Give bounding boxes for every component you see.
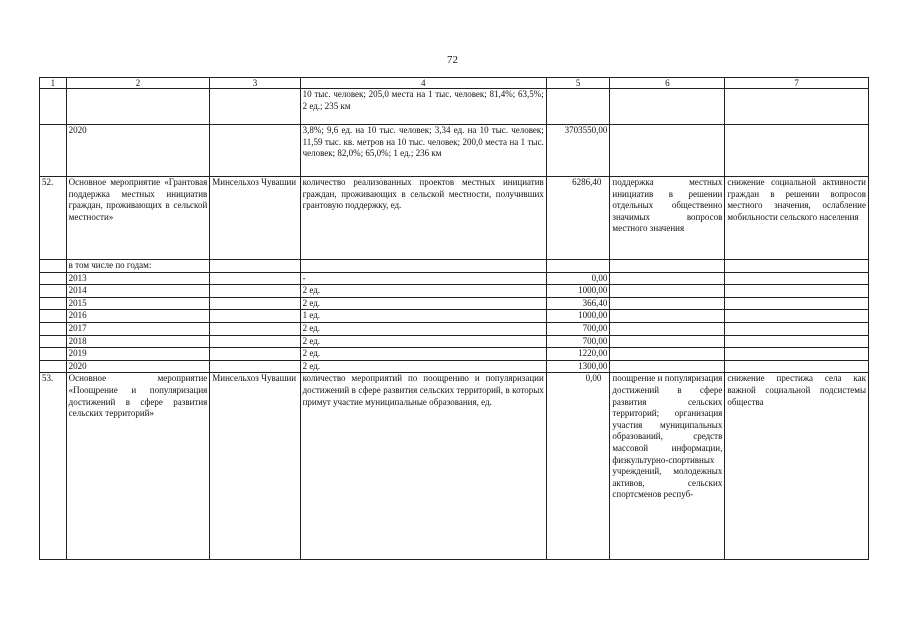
indicator-cell: 2 ед. (300, 335, 546, 348)
column-number: 3 (210, 78, 300, 89)
result-cell: поддержка местных инициатив в решении отдельных общественно значимых вопросов местного значения (610, 177, 725, 260)
indicator-cell: количество реализованных проектов местных инициатив граждан, проживающих в сельской местности, получивших грантовую поддержку, ед. (300, 177, 546, 260)
amount-cell: 1000,00 (546, 310, 610, 323)
indicator-cell: - (300, 272, 546, 285)
consequence-cell: снижение престижа села как важной социальной подсистемы общества (725, 373, 869, 560)
executor-cell: Минсельхоз Чувашии (210, 373, 300, 560)
program-table (39, 77, 869, 560)
table-row (40, 260, 869, 273)
table-row (40, 177, 869, 260)
indicator-cell: 3,8%; 9,6 ед. на 10 тыс. человек; 3,34 ед. на 10 тыс. человек; 11,59 тыс. кв. метров на 10 тыс. человек; 200,0 места на 1 тыс. человек; 82,0%; 65,0%; 1 ед.; 236 км (300, 125, 546, 177)
table-row (40, 89, 869, 125)
table-row (40, 360, 869, 373)
amount-cell: 1000,00 (546, 285, 610, 298)
column-number-row (40, 78, 869, 89)
column-number: 6 (610, 78, 725, 89)
by-years-label: в том числе по годам: (66, 260, 210, 273)
measure-name: Основное мероприятие «Поощрение и популяризация достижений в сфере развития сельских территорий» (66, 373, 210, 560)
indicator-cell: 2 ед. (300, 297, 546, 310)
amount-cell: 700,00 (546, 335, 610, 348)
indicator-cell: 2 ед. (300, 360, 546, 373)
year-cell: 2015 (66, 297, 210, 310)
amount-cell: 6286,40 (546, 177, 610, 260)
column-number: 2 (66, 78, 210, 89)
year-cell: 2019 (66, 348, 210, 361)
amount-cell: 0,00 (546, 272, 610, 285)
amount-cell: 3703550,00 (546, 125, 610, 177)
column-number: 5 (546, 78, 610, 89)
amount-cell: 1300,00 (546, 360, 610, 373)
table-row (40, 373, 869, 560)
item-number: 53. (40, 373, 67, 560)
item-number: 52. (40, 177, 67, 260)
year-cell: 2020 (66, 125, 210, 177)
amount-cell: 1220,00 (546, 348, 610, 361)
measure-name: Основное мероприятие «Грантовая поддержка местных инициатив граждан, проживающих в сельской местности» (66, 177, 210, 260)
table-row (40, 322, 869, 335)
amount-cell: 0,00 (546, 373, 610, 560)
year-cell: 2014 (66, 285, 210, 298)
table-row (40, 297, 869, 310)
table-row (40, 125, 869, 177)
table-row (40, 285, 869, 298)
year-cell: 2020 (66, 360, 210, 373)
executor-cell: Минсельхоз Чувашии (210, 177, 300, 260)
column-number: 7 (725, 78, 869, 89)
amount-cell: 366,40 (546, 297, 610, 310)
year-cell: 2016 (66, 310, 210, 323)
page-number: 72 (447, 54, 458, 66)
year-cell: 2013 (66, 272, 210, 285)
indicator-cell: 2 ед. (300, 348, 546, 361)
table-row (40, 348, 869, 361)
indicator-cell: 1 ед. (300, 310, 546, 323)
consequence-cell: снижение социальной активности граждан в решении вопросов местного значения, ослабление мобильности сельского населения (725, 177, 869, 260)
table-row (40, 310, 869, 323)
indicator-cell: количество мероприятий по поощрению и популяризации достижений в сфере развития сельских территорий, в которых примут участие муниципальные образования, ед. (300, 373, 546, 560)
indicator-cell: 2 ед. (300, 322, 546, 335)
indicator-cell: 10 тыс. человек; 205,0 места на 1 тыс. человек; 81,4%; 63,5%; 2 ед.; 235 км (300, 89, 546, 125)
year-cell: 2017 (66, 322, 210, 335)
table-row (40, 335, 869, 348)
table-row (40, 272, 869, 285)
column-number: 4 (300, 78, 546, 89)
result-cell: поощрение и популяризация достижений в сфере развития сельских территорий; организация участия муниципальных образований, средств массовой информации, физкультурно-спортивных учреждений, молодежных активов, сельских спортсменов респуб- (610, 373, 725, 560)
column-number: 1 (40, 78, 67, 89)
indicator-cell: 2 ед. (300, 285, 546, 298)
amount-cell: 700,00 (546, 322, 610, 335)
year-cell: 2018 (66, 335, 210, 348)
